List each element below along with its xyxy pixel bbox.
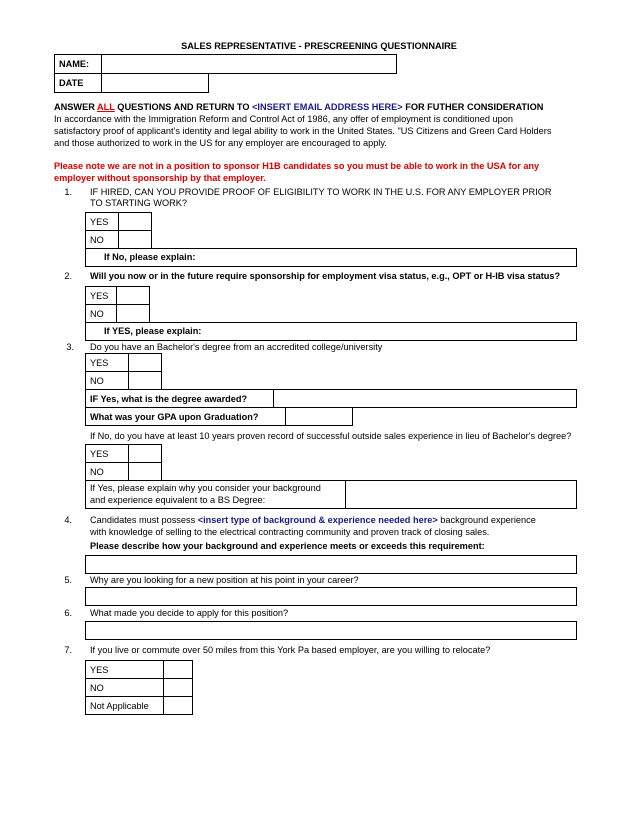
q7-yes-label: YES [85, 660, 164, 679]
q1-yes-checkbox[interactable] [118, 212, 152, 231]
q4-text-3: Please describe how your background and experience meets or exceeds this requirement: [90, 541, 485, 551]
q1-text-2: TO STARTING WORK? [90, 198, 187, 208]
q5-answer-field[interactable] [85, 587, 577, 606]
irca-line-1: In accordance with the Immigration Reform and Control Act of 1986, any offer of employment is conditioned upon [54, 114, 513, 124]
q3-equiv-label-2: and experience equivalent to a BS Degree: [90, 495, 266, 505]
q7-no-label: NO [85, 678, 164, 697]
q3-alt-no-checkbox[interactable] [128, 462, 162, 481]
q3-alt-text: If No, do you have at least 10 years proven record of successful outside sales experience in lieu of Bachelor's degree? [90, 431, 572, 441]
q3-alt-no-label: NO [85, 462, 129, 481]
q3-alt-yes-label: YES [85, 444, 129, 463]
q3-text: Do you have an Bachelor's degree from an accredited college/university [90, 342, 383, 352]
q2-number: 2. [64, 271, 72, 281]
q7-number: 7. [64, 645, 72, 655]
irca-line-3: and those authorized to work in the US for any employer are encouraged to apply. [54, 138, 387, 148]
q1-no-checkbox[interactable] [118, 230, 152, 249]
q1-no-label: NO [85, 230, 119, 249]
q6-answer-field[interactable] [85, 621, 577, 640]
q1-yes-label: YES [85, 212, 119, 231]
q2-yes-checkbox[interactable] [116, 286, 150, 305]
q3-alt-yes-checkbox[interactable] [128, 444, 162, 463]
q3-no-checkbox[interactable] [128, 371, 162, 390]
q3-yes-checkbox[interactable] [128, 353, 162, 372]
q7-na-label: Not Applicable [85, 696, 164, 715]
q5-text: Why are you looking for a new position at his point in your career? [90, 575, 359, 585]
date-label: DATE [54, 73, 102, 93]
answer-all-emphasis: ALL [97, 102, 115, 112]
q3-degree-label: IF Yes, what is the degree awarded? [85, 389, 274, 408]
q3-degree-field[interactable] [273, 389, 577, 408]
q3-gpa-field[interactable] [285, 407, 353, 426]
q4-answer-field[interactable] [85, 555, 577, 574]
q4-number: 4. [64, 515, 72, 525]
q3-no-label: NO [85, 371, 129, 390]
q2-yes-label: YES [85, 286, 117, 305]
email-placeholder: <INSERT EMAIL ADDRESS HERE> [252, 102, 403, 112]
q3-equiv-label-1: If Yes, please explain why you consider your background [90, 483, 321, 493]
q7-yes-checkbox[interactable] [163, 660, 193, 679]
q3-yes-label: YES [85, 353, 129, 372]
q3-gpa-label: What was your GPA upon Graduation? [85, 407, 286, 426]
q7-text: If you live or commute over 50 miles from this York Pa based employer, are you willing to relocate? [90, 645, 491, 655]
answer-instruction: ANSWER ALL QUESTIONS AND RETURN TO <INSERT EMAIL ADDRESS HERE> FOR FUTHER CONSIDERATION [54, 102, 544, 112]
q1-text-1: IF HIRED, CAN YOU PROVIDE PROOF OF ELIGIBILITY TO WORK IN THE U.S. FOR ANY EMPLOYER PRIOR [90, 187, 552, 197]
name-field[interactable] [101, 54, 397, 74]
q3-number: 3. [66, 342, 74, 352]
q2-explain-label: If YES, please explain: [104, 326, 202, 336]
q2-no-label: NO [85, 304, 117, 323]
q7-na-checkbox[interactable] [163, 696, 193, 715]
q6-text: What made you decide to apply for this position? [90, 608, 289, 618]
q4-text-1: Candidates must possess <insert type of background & experience needed here> background experience [90, 515, 536, 525]
q4-insert-placeholder: <insert type of background & experience needed here> [197, 515, 438, 525]
q1-number: 1. [64, 187, 72, 197]
q5-number: 5. [64, 575, 72, 585]
date-field[interactable] [101, 73, 209, 93]
q2-no-checkbox[interactable] [116, 304, 150, 323]
name-label: NAME: [54, 54, 102, 74]
sponsor-notice-2: employer without sponsorship by that employer. [54, 173, 266, 183]
page-title: SALES REPRESENTATIVE - PRESCREENING QUESTIONNAIRE [181, 41, 457, 51]
q7-no-checkbox[interactable] [163, 678, 193, 697]
q4-text-2: with knowledge of selling to the electrical contracting community and proven track of closing sales. [90, 527, 490, 537]
irca-line-2: satisfactory proof of applicant’s identity and legal ability to work in the United States. "US Citizens and Green Card Holders [54, 126, 552, 136]
q2-text: Will you now or in the future require sponsorship for employment visa status, e.g., OPT or H-IB visa status? [90, 271, 561, 281]
sponsor-notice-1: Please note we are not in a position to sponsor H1B candidates so you must be able to work in the USA for any [54, 161, 540, 171]
q3-equiv-field[interactable] [345, 480, 577, 509]
q1-explain-label: If No, please explain: [104, 252, 196, 262]
q6-number: 6. [64, 608, 72, 618]
